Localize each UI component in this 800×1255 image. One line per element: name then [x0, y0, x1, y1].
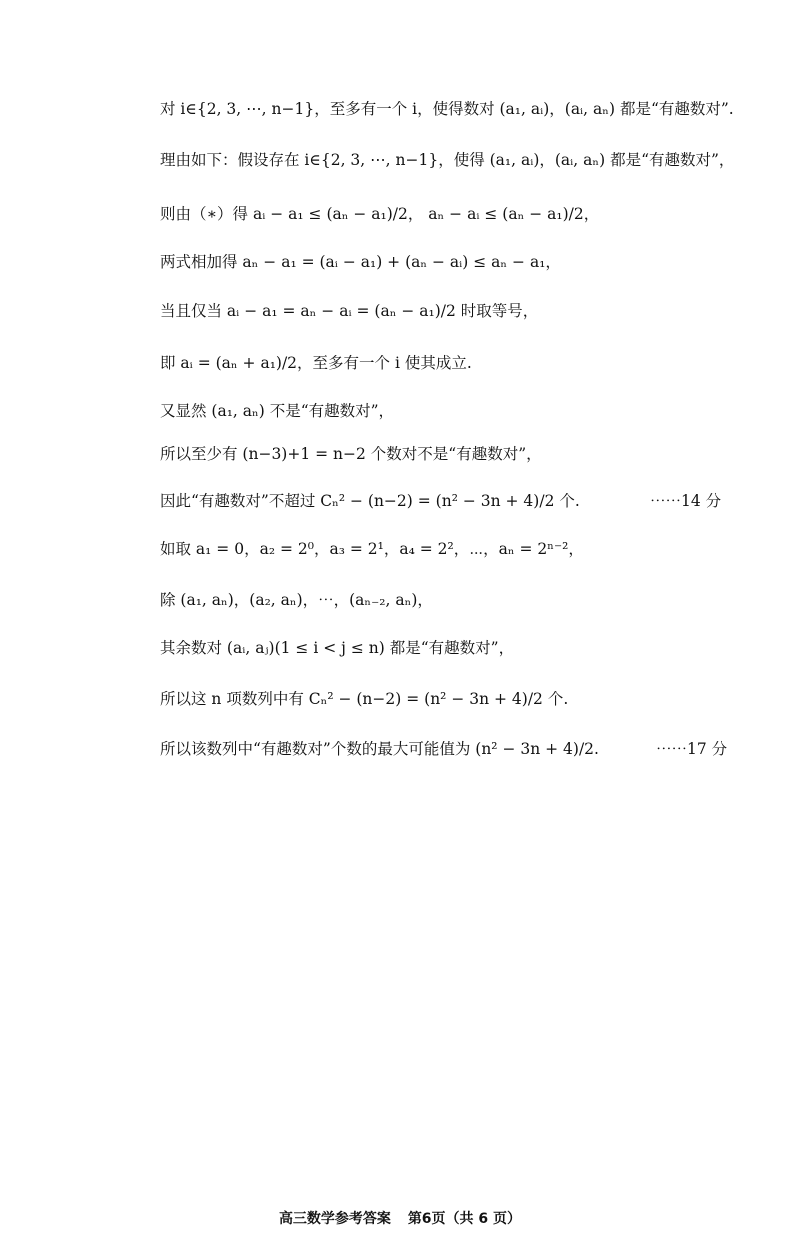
footer-title: 高三数学参考答案: [278, 1211, 391, 1227]
page-footer: [0, 1208, 800, 1228]
score-marker-17: ⋯⋯17 分: [656, 740, 728, 758]
solution-line: 所以这 n 项数列中有 Cₙ² − (n−2) = (n² − 3n + 4)/2 个.: [160, 690, 569, 708]
score-marker-14: ⋯⋯14 分: [650, 492, 722, 510]
solution-line: 当且仅当 aᵢ − a₁ = aₙ − aᵢ = (aₙ − a₁)/2 时取等号，: [160, 302, 539, 320]
solution-line: 即 aᵢ = (aₙ + a₁)/2，至多有一个 i 使其成立.: [160, 354, 472, 372]
solution-line: 如取 a₁ = 0，a₂ = 2⁰，a₃ = 2¹，a₄ = 2²，⋯，aₙ = 2ⁿ⁻²，: [160, 540, 584, 558]
solution-line: 除 (a₁, aₙ)，(a₂, aₙ)，⋯，(aₙ₋₂, aₙ)，: [160, 591, 433, 609]
footer-page-number: 第6页（共 6 页）: [407, 1211, 522, 1227]
solution-line: 则由（∗）得 aᵢ − a₁ ≤ (aₙ − a₁)/2， aₙ − aᵢ ≤ (aₙ − a₁)/2，: [160, 205, 600, 223]
solution-line: 对 i∈{2, 3, ⋯, n−1}，至多有一个 i，使得数对 (a₁, aᵢ)，(aᵢ, aₙ) 都是“有趣数对”.: [160, 100, 734, 118]
solution-line: 理由如下：假设存在 i∈{2, 3, ⋯, n−1}，使得 (a₁, aᵢ)，(aᵢ, aₙ) 都是“有趣数对”，: [160, 151, 735, 169]
solution-line: 所以该数列中“有趣数对”个数的最大可能值为 (n² − 3n + 4)/2.: [160, 740, 599, 758]
solution-line: 又显然 (a₁, aₙ) 不是“有趣数对”，: [160, 402, 395, 420]
solution-line: 其余数对 (aᵢ, aⱼ)(1 ≤ i < j ≤ n) 都是“有趣数对”，: [160, 639, 515, 657]
solution-line: 所以至少有 (n−3)+1 = n−2 个数对不是“有趣数对”，: [160, 445, 542, 463]
solution-line: 因此“有趣数对”不超过 Cₙ² − (n−2) = (n² − 3n + 4)/2 个.: [160, 492, 580, 510]
solution-line: 两式相加得 aₙ − a₁ = (aᵢ − a₁) + (aₙ − aᵢ) ≤ aₙ − a₁，: [160, 253, 561, 271]
